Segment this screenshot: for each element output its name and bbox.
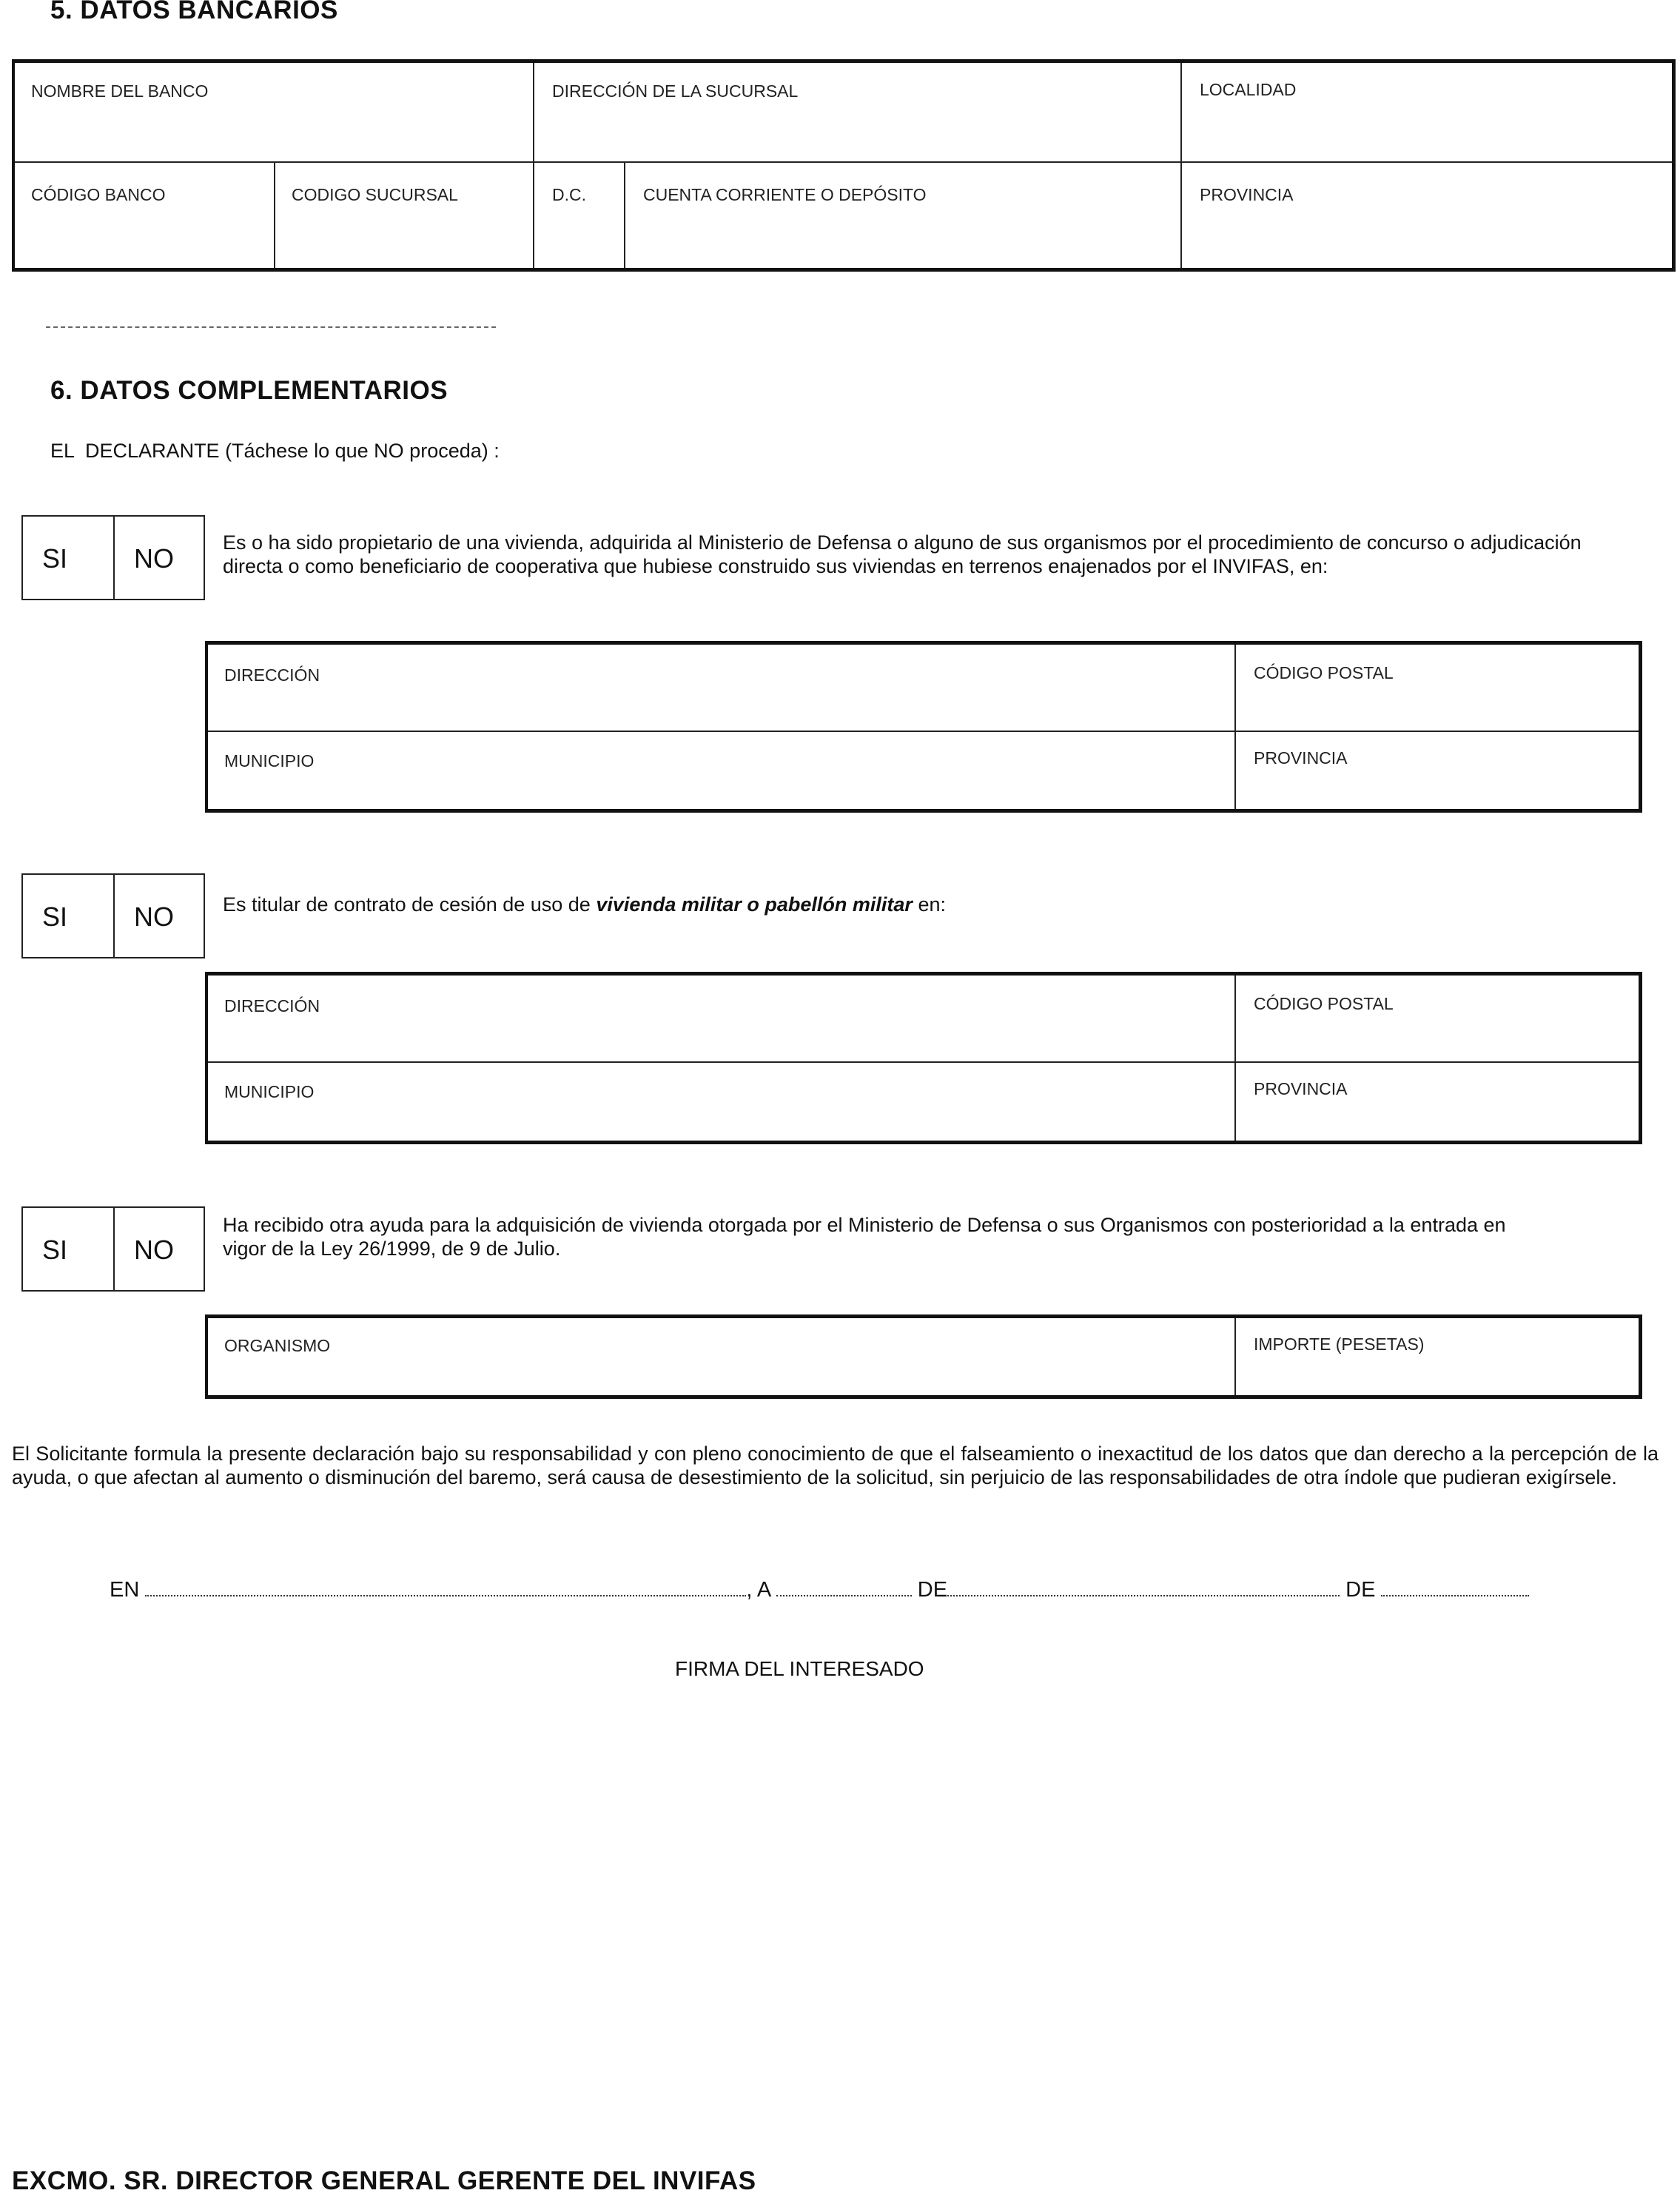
q2-municipality-field[interactable] — [208, 1063, 1234, 1141]
dc-field[interactable] — [534, 163, 624, 270]
q1-no-option[interactable]: NO — [134, 543, 174, 574]
si-no-divider — [113, 1208, 115, 1290]
signature-label: FIRMA DEL INTERESADO — [675, 1657, 924, 1680]
amount-field[interactable] — [1236, 1318, 1636, 1396]
branch-address-label: DIRECCIÓN DE LA SUCURSAL — [552, 81, 799, 101]
q2-statement — [223, 893, 946, 916]
q1-si-no-box — [21, 515, 205, 600]
q2-province-field[interactable] — [1236, 1063, 1636, 1141]
si-no-divider — [113, 517, 115, 599]
si-no-divider — [113, 875, 115, 957]
bank-code-field[interactable] — [15, 163, 274, 270]
q2-province-label: PROVINCIA — [1254, 1079, 1348, 1098]
q1-address-label: DIRECCIÓN — [224, 665, 320, 685]
bank-province-field[interactable] — [1182, 163, 1670, 270]
q3-si-option[interactable]: SI — [42, 1235, 68, 1265]
q2-si-no-box — [21, 873, 205, 958]
a-label: A — [756, 1578, 770, 1602]
bank-province-label: PROVINCIA — [1200, 185, 1294, 204]
branch-code-label: CODIGO SUCURSAL — [292, 185, 458, 204]
q1-postal-code-label: CÓDIGO POSTAL — [1254, 663, 1394, 682]
place-blank[interactable] — [145, 1577, 746, 1596]
en-label: EN — [110, 1578, 140, 1602]
dc-label: D.C. — [552, 185, 586, 204]
addressee: EXCMO. SR. DIRECTOR GENERAL GERENTE DEL INVIFAS — [12, 2166, 756, 2195]
q1-province-label: PROVINCIA — [1254, 748, 1348, 768]
organism-label: ORGANISMO — [224, 1336, 331, 1355]
q1-address-field[interactable] — [208, 645, 1234, 731]
declarant-intro: EL DECLARANTE (Táchese lo que NO proceda) : — [50, 440, 500, 462]
locality-label: LOCALIDAD — [1200, 80, 1297, 99]
q2-postal-code-label: CÓDIGO POSTAL — [1254, 994, 1394, 1013]
q1-municipality-label: MUNICIPIO — [224, 751, 315, 770]
section-6-title: 6. DATOS COMPLEMENTARIOS — [50, 376, 448, 405]
q2-no-option[interactable]: NO — [134, 901, 174, 932]
q2-text-emphasis: vivienda militar o pabellón militar — [596, 893, 913, 916]
q1-si-option[interactable]: SI — [42, 543, 68, 574]
q3-no-option[interactable]: NO — [134, 1235, 174, 1265]
q3-statement: Ha recibido otra ayuda para la adquisición de vivienda otorgada por el Ministerio de Defensa o sus Organismos con posterioridad a la entrada en vigor de la Ley 26/1999, de 9 de Julio. — [223, 1214, 1506, 1260]
year-blank[interactable] — [1381, 1577, 1529, 1596]
q3-aid-table — [205, 1314, 1642, 1399]
q2-text-before: Es titular de contrato de cesión de uso de — [223, 893, 597, 916]
section-5-title: 5. DATOS BANCARIOS — [50, 0, 338, 24]
q2-address-label: DIRECCIÓN — [224, 996, 320, 1015]
de-label-2: DE — [1345, 1578, 1376, 1602]
q2-si-option[interactable]: SI — [42, 901, 68, 932]
q2-postal-code-field[interactable] — [1236, 976, 1636, 1061]
bank-code-label: CÓDIGO BANCO — [31, 185, 166, 204]
signature-area[interactable] — [444, 1702, 1258, 1924]
bank-data-table — [12, 59, 1676, 272]
branch-address-field[interactable] — [534, 63, 1180, 161]
bank-name-label: NOMBRE DEL BANCO — [31, 81, 209, 101]
q3-si-no-box — [21, 1206, 205, 1292]
day-blank[interactable] — [776, 1577, 912, 1596]
de-label-1: DE — [917, 1578, 948, 1602]
q1-statement: Es o ha sido propietario de una vivienda, adquirida al Ministerio de Defensa o alguno de sus organismos por el procedimiento de concurso o adjudicación directa o como beneficiario de cooperativa que hubiese construido sus viviendas en terrenos enajenados por el INVIFAS, en: — [223, 531, 1582, 577]
q1-postal-code-field[interactable] — [1236, 645, 1636, 731]
q2-address-field[interactable] — [208, 976, 1234, 1061]
account-field[interactable] — [625, 163, 1180, 270]
month-blank[interactable] — [947, 1577, 1340, 1596]
q2-municipality-label: MUNICIPIO — [224, 1082, 315, 1101]
branch-code-field[interactable] — [275, 163, 533, 270]
bank-name-field[interactable] — [15, 63, 533, 161]
separator-line — [46, 326, 496, 328]
place-date-line — [110, 1577, 1529, 1602]
locality-field[interactable] — [1182, 63, 1670, 161]
q2-text-after: en: — [912, 893, 946, 916]
comma: , — [746, 1578, 753, 1602]
amount-label: IMPORTE (PESETAS) — [1254, 1334, 1425, 1354]
declaration-text: El Solicitante formula la presente declaración bajo su responsabilidad y con pleno conocimiento de que el falseamiento o inexactitud de los datos que dan derecho a la percepción de la ayuda, o que afectan al aumento o disminución del baremo, será causa de desestimiento de la solicitud, sin perjuicio de las responsabilidades de otra índole que pudieran exigírsele. — [12, 1443, 1659, 1488]
q1-address-table — [205, 641, 1642, 813]
organism-field[interactable] — [208, 1318, 1234, 1396]
account-label: CUENTA CORRIENTE O DEPÓSITO — [643, 185, 927, 204]
q1-municipality-field[interactable] — [208, 732, 1234, 810]
q2-address-table — [205, 972, 1642, 1144]
q1-province-field[interactable] — [1236, 732, 1636, 810]
